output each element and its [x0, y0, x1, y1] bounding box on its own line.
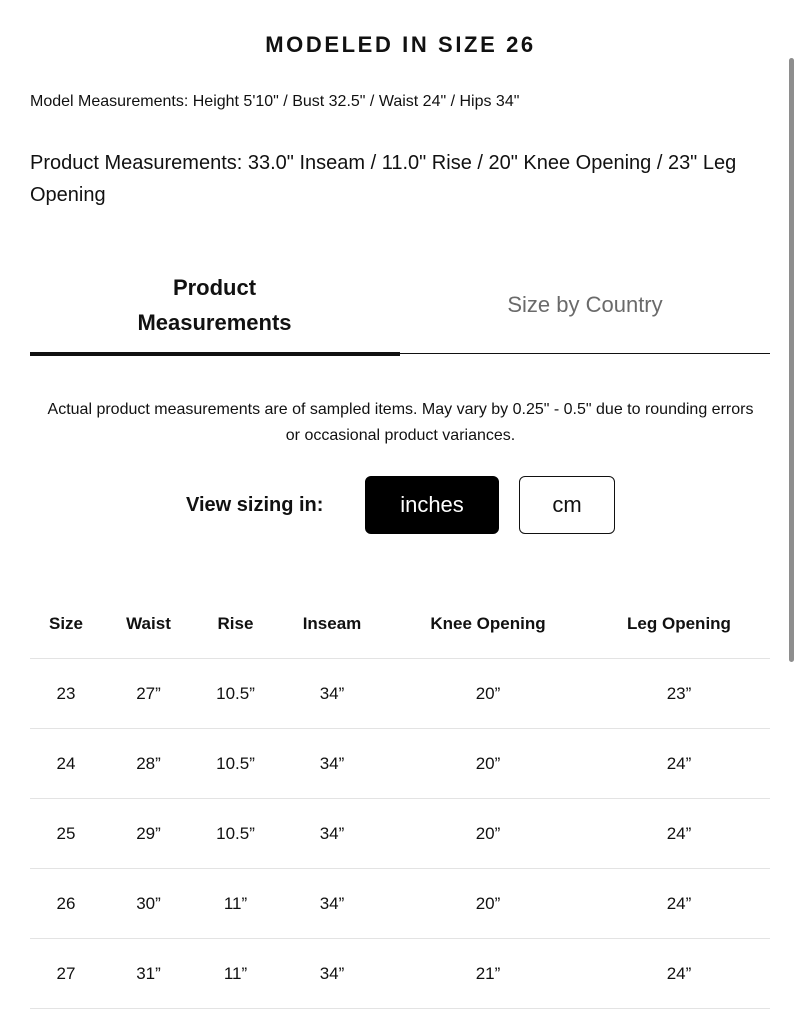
tab-size-by-country[interactable]: [400, 258, 770, 351]
cell-inseam: 34”: [276, 869, 388, 939]
cell-leg-opening: 24”: [588, 729, 770, 799]
cell-size: 24: [30, 729, 102, 799]
table-row: [30, 799, 770, 869]
cell-rise: 10.5”: [195, 659, 276, 729]
cell-leg-opening: 23”: [588, 659, 770, 729]
cell-size: 23: [30, 659, 102, 729]
cell-rise: 10.5”: [195, 799, 276, 869]
cell-leg-opening: 24”: [588, 939, 770, 1009]
measurement-disclaimer: Actual product measurements are of sampled items. May vary by 0.25" - 0.5" due to rounding errors or occasional product variances.: [47, 401, 754, 444]
inches-button[interactable]: inches: [365, 476, 499, 534]
cell-inseam: 34”: [276, 799, 388, 869]
cell-knee-opening: 20”: [388, 869, 588, 939]
model-measurements: Model Measurements: Height 5'10" / Bust 32.5" / Waist 24" / Hips 34": [30, 93, 520, 110]
cell-knee-opening: 20”: [388, 659, 588, 729]
cell-size: 27: [30, 939, 102, 1009]
column-header-rise: Rise: [195, 590, 276, 659]
cell-knee-opening: 20”: [388, 799, 588, 869]
cell-rise: 11”: [195, 939, 276, 1009]
cell-waist: 29”: [102, 799, 195, 869]
cell-leg-opening: 24”: [588, 869, 770, 939]
column-header-leg-opening: Leg Opening: [588, 590, 770, 659]
unit-toggle-label: View sizing in:: [186, 494, 324, 516]
measurement-tabs: [30, 258, 770, 354]
cell-knee-opening: 21”: [388, 939, 588, 1009]
tab-size-by-country-label: Size by Country: [507, 291, 663, 317]
column-header-inseam: Inseam: [276, 590, 388, 659]
product-measurements-summary: Product Measurements: 33.0" Inseam / 11.0" Rise / 20" Knee Opening / 23" Leg Opening: [30, 152, 737, 206]
cell-size: 26: [30, 869, 102, 939]
unit-toggle-row: [0, 476, 801, 536]
cell-leg-opening: 24”: [588, 799, 770, 869]
table-row: [30, 659, 770, 729]
cell-inseam: 34”: [276, 729, 388, 799]
tab-product-measurements-label: Product Measurements: [137, 274, 292, 335]
table-row: [30, 729, 770, 799]
cell-rise: 10.5”: [195, 729, 276, 799]
column-header-size: Size: [30, 590, 102, 659]
cell-waist: 27”: [102, 659, 195, 729]
column-header-waist: Waist: [102, 590, 195, 659]
cell-waist: 30”: [102, 869, 195, 939]
vertical-scrollbar[interactable]: [789, 58, 794, 662]
cell-inseam: 34”: [276, 659, 388, 729]
page-heading: MODELED IN SIZE 26: [265, 32, 536, 57]
cell-size: 25: [30, 799, 102, 869]
cell-waist: 31”: [102, 939, 195, 1009]
cell-knee-opening: 20”: [388, 729, 588, 799]
cell-waist: 28”: [102, 729, 195, 799]
table-row: [30, 939, 770, 1009]
active-tab-indicator: [30, 352, 400, 356]
size-table: [30, 590, 770, 1009]
table-header-row: [30, 590, 770, 659]
cm-button[interactable]: cm: [519, 476, 615, 534]
cell-inseam: 34”: [276, 939, 388, 1009]
column-header-knee-opening: Knee Opening: [388, 590, 588, 659]
cell-rise: 11”: [195, 869, 276, 939]
table-row: [30, 869, 770, 939]
tab-product-measurements[interactable]: [30, 258, 400, 351]
